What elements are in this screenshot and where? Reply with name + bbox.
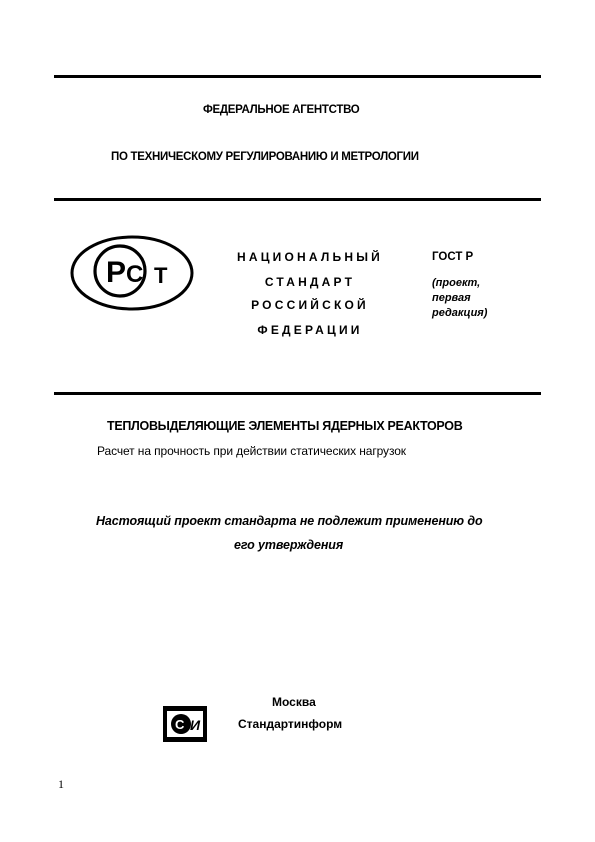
middle-rule — [54, 392, 541, 395]
draft-line-1: (проект, — [432, 277, 481, 289]
draft-line-2: первая — [432, 292, 471, 304]
page-number: 1 — [58, 777, 64, 791]
standard-line-4: ФЕДЕРАЦИИ — [257, 323, 363, 337]
standard-line-2: СТАНДАРТ — [264, 275, 356, 289]
gost-code: ГОСТ Р — [432, 251, 474, 263]
top-rule — [54, 75, 541, 78]
draft-line-3: редакция) — [432, 307, 488, 319]
publisher: Стандартинформ — [238, 717, 343, 731]
svg-text:С: С — [126, 261, 144, 288]
rst-logo-icon — [68, 233, 198, 313]
publisher-logo-text: С — [175, 717, 185, 732]
rst-logo-text: Р — [106, 256, 127, 289]
agency-line-2: ПО ТЕХНИЧЕСКОМУ РЕГУЛИРОВАНИЮ И МЕТРОЛОГИИ — [111, 151, 419, 163]
svg-text:Т: Т — [154, 263, 168, 288]
standartinform-logo-icon — [162, 705, 208, 743]
document-subtitle: Расчет на прочность при действии статических нагрузок — [97, 444, 406, 458]
document-title: ТЕПЛОВЫДЕЛЯЮЩИЕ ЭЛЕМЕНТЫ ЯДЕРНЫХ РЕАКТОРОВ — [107, 419, 463, 433]
svg-text:И: И — [190, 717, 201, 733]
header-bottom-rule — [54, 198, 541, 201]
standard-line-3: РОССИЙСКОЙ — [251, 298, 369, 312]
city: Москва — [272, 695, 316, 709]
notice-line-2: его утверждения — [234, 538, 344, 552]
notice-line-1: Настоящий проект стандарта не подлежит применению до — [96, 514, 483, 528]
agency-line-1: ФЕДЕРАЛЬНОЕ АГЕНТСТВО — [203, 104, 360, 116]
standard-line-1: НАЦИОНАЛЬНЫЙ — [236, 250, 384, 264]
